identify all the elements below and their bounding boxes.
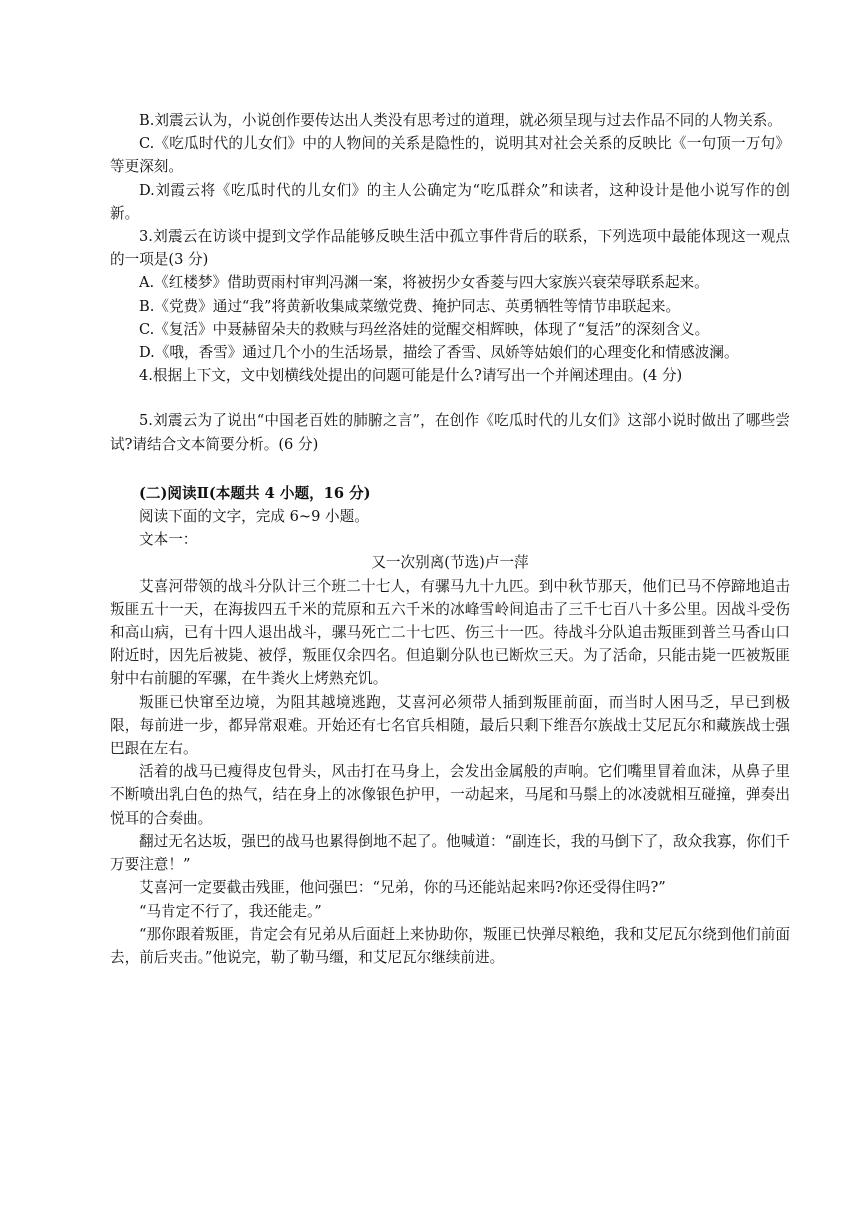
question-3-option-c: C.《复活》中聂赫留朵夫的救赎与玛丝洛娃的觉醒交相辉映，体现了“复活”的深刻含义。 [139,320,710,338]
article-paragraph-3: 活着的战马已瘦得皮包骨头，风击打在马身上，会发出金属般的声响。它们嘴里冒着血沫，从鼻子里不断喷出乳白色的热气，结在身上的冰像银色护甲，一动起来，马尾和马鬃上的冰凌就相互碰撞，弹奏出悦耳的合奏曲。 [110,763,790,827]
answer-space-q4 [110,387,790,409]
text-1-label: 文本一： [139,531,198,549]
answer-space-q5 [110,456,790,482]
article-paragraph-7: “那你跟着叛匪，肯定会有兄弟从后面赶上来协助你，叛匪已快弹尽粮绝，我和艾尼瓦尔绕到他们前面去，前后夹击。”他说完，勒了勒马缰，和艾尼瓦尔继续前进。 [110,925,790,966]
article-paragraph-5: 艾喜河一定要截击残匪，他问强巴：“兄弟，你的马还能站起来吗?你还受得住吗?” [139,879,666,897]
article-title: 又一次别离(节选)卢一萍 [371,554,529,572]
reading-instruction: 阅读下面的文字，完成 6~9 小题。 [139,508,369,526]
question-3-option-b: B.《党费》通过“我”将黄新收集咸菜缴党费、掩护同志、英勇牺牲等情节串联起来。 [139,297,681,315]
option-d-q2: D.刘霞云将《吃瓜时代的儿女们》的主人公确定为“吃瓜群众”和读者，这种设计是他小说写作的创新。 [110,181,790,222]
question-3-option-d: D.《哦，香雪》通过几个小的生活场景，描绘了香雪、凤娇等姑娘们的心理变化和情感波澜。 [139,344,739,362]
question-4: 4.根据上下文，文中划横线处提出的问题可能是什么?请写出一个并阐述理由。(4 分) [139,367,683,385]
article-paragraph-6: “马肯定不行了，我还能走。” [139,902,322,920]
article-paragraph-4: 翻过无名达坂，强巴的战马也累得倒地不起了。他喊道：“副连长，我的马倒下了，敌众我寡，你们千万要注意！” [110,832,790,874]
question-3-option-a: A.《红楼梦》借助贾雨村审判冯渊一案，将被拐少女香菱与四大家族兴衰荣辱联系起来。 [139,274,709,292]
section-2-heading: (二)阅读Ⅱ(本题共 4 小题，16 分) [139,484,371,502]
option-c-q2: C.《吃瓜时代的儿女们》中的人物间的关系是隐性的，说明其对社会关系的反映比《一句顶一万句》等更深刻。 [110,135,790,176]
article-paragraph-1: 艾喜河带领的战斗分队计三个班二十七人，有骡马九十九匹。到中秋节那天，他们已马不停蹄地追击叛匪五十一天，在海拔四五千米的荒原和五六千米的冰峰雪岭间追击了三千七百八十多公里。因战斗受伤和高山病，已有十四人退出战斗，骡马死亡二十七匹、伤三十一匹。待战斗分队追击叛匪到普兰马香山口附近时，因先后被毙、被俘，叛匪仅余四名。但追剿分队也已断炊三天。为了活命，只能击毙一匹被叛匪射中右前腿的军骡，在牛粪火上烤熟充饥。 [110,577,790,688]
question-5: 5.刘震云为了说出“中国老百姓的肺腑之言”，在创作《吃瓜时代的儿女们》这部小说时做出了哪些尝试?请结合文本简要分析。(6 分) [110,412,790,453]
option-b-q2: B.刘震云认为，小说创作要传达出人类没有思考过的道理，就必须呈现与过去作品不同的人物关系。 [139,112,782,129]
article-paragraph-2: 叛匪已快窜至边境，为阻其越境逃跑，艾喜河必须带人插到叛匪前面，而当时人困马乏，早已到极限，每前进一步，都异常艰难。开始还有七名官兵相随，最后只剩下维吾尔族战士艾尼瓦尔和藏族战士强巴跟在左右。 [110,693,790,758]
page-content [110,109,790,969]
question-3: 3.刘震云在访谈中提到文学作品能够反映生活中孤立事件背后的联系，下列选项中最能体现这一观点的一项是(3 分) [110,228,790,269]
